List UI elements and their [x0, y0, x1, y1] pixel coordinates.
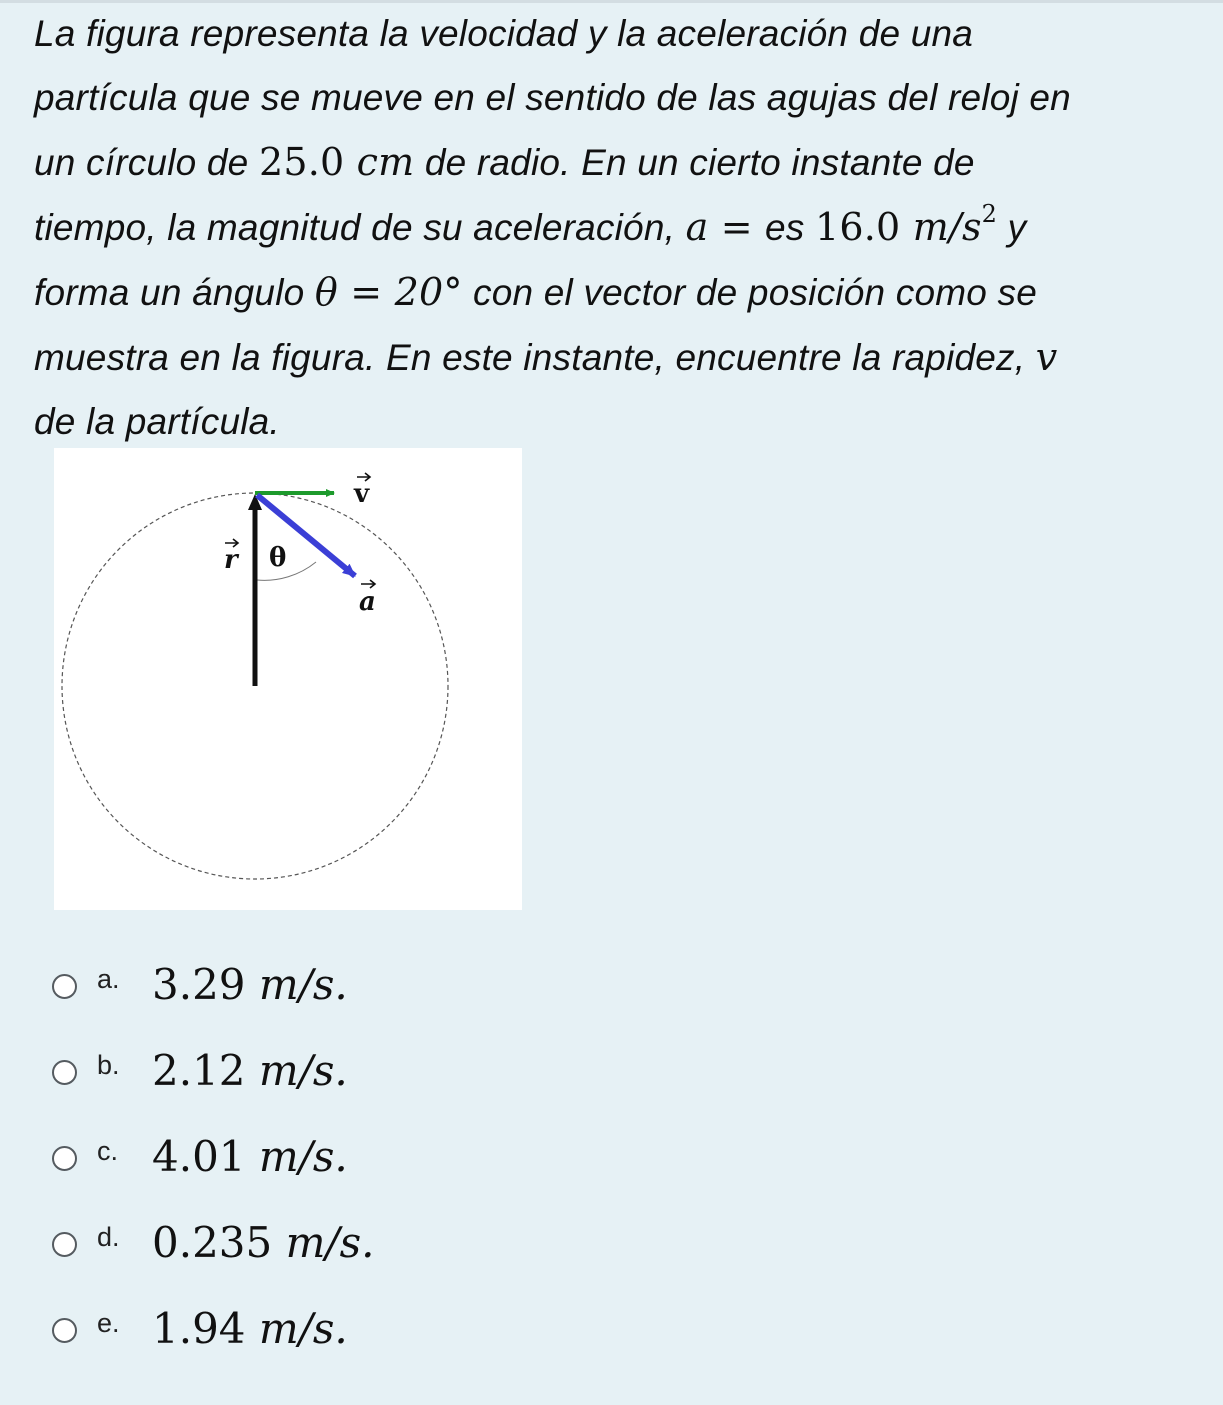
answer-options	[52, 944, 752, 1374]
option-e[interactable]	[52, 1288, 752, 1374]
question-line-7: de la partícula.	[34, 401, 280, 442]
radio-button[interactable]	[52, 1318, 77, 1343]
circular-motion-figure	[54, 448, 522, 910]
question-line-2: partícula que se mueve en el sentido de las agujas del reloj en	[34, 77, 1071, 118]
theta-label: θ	[269, 543, 287, 573]
question-line-3	[34, 130, 1209, 195]
angle-number: 20°	[394, 270, 463, 314]
radius-unit: cm	[356, 140, 415, 184]
option-unit: m/s.	[258, 1132, 348, 1181]
radius-number: 25.0	[258, 140, 345, 184]
velocity-label-text: v	[354, 479, 370, 509]
speed-variable: v	[1035, 335, 1058, 379]
acceleration-unit: m/s	[912, 205, 982, 249]
question-text-fragment: forma un ángulo	[34, 272, 315, 313]
question-text-fragment: tiempo, la magnitud de su aceleración,	[34, 207, 686, 248]
equals-sign: =	[708, 205, 766, 249]
option-letter: b.	[97, 1050, 120, 1080]
position-label	[224, 539, 240, 575]
angle-arc	[257, 562, 316, 580]
option-c[interactable]	[52, 1116, 752, 1202]
option-value: 4.01	[152, 1132, 246, 1181]
option-unit: m/s.	[285, 1218, 375, 1267]
option-value: 0.235	[152, 1218, 273, 1267]
option-b[interactable]	[52, 1030, 752, 1116]
acceleration-label	[359, 580, 376, 617]
option-value: 3.29	[152, 960, 246, 1009]
acceleration-variable: a	[685, 205, 709, 249]
option-unit: m/s.	[258, 960, 348, 1009]
option-letter: c.	[97, 1136, 119, 1166]
option-answer	[152, 1304, 348, 1353]
question-line-5	[34, 260, 1209, 325]
velocity-label	[353, 473, 370, 509]
radius-value	[259, 140, 414, 184]
angle-variable: θ	[314, 270, 338, 314]
question-text-fragment: es	[765, 207, 815, 248]
option-d[interactable]	[52, 1202, 752, 1288]
option-letter: e.	[97, 1308, 120, 1338]
question-text-fragment: con el vector de posición como se	[462, 272, 1037, 313]
question-line-4	[34, 195, 1209, 260]
option-answer	[152, 960, 348, 1009]
question-text-fragment: un círculo de	[34, 142, 259, 183]
angle-value	[315, 270, 463, 314]
option-value: 1.94	[152, 1304, 246, 1353]
acceleration-value	[815, 200, 998, 249]
question-text-fragment: de radio. En un cierto instante de	[414, 142, 975, 183]
option-a[interactable]	[52, 944, 752, 1030]
question-text-fragment: y	[997, 207, 1027, 248]
acceleration-exponent: 2	[981, 200, 998, 228]
radio-button[interactable]	[52, 1232, 77, 1257]
radio-button[interactable]	[52, 1060, 77, 1085]
equals-sign: =	[337, 270, 395, 314]
radio-button[interactable]	[52, 974, 77, 999]
option-letter: a.	[97, 964, 120, 994]
acceleration-number: 16.0	[815, 205, 901, 249]
position-label-text: r	[224, 545, 238, 575]
question-line-1: La figura representa la velocidad y la aceleración de una	[34, 13, 974, 54]
figure-canvas	[54, 448, 522, 910]
question-text	[34, 2, 1209, 454]
radio-button[interactable]	[52, 1146, 77, 1171]
option-answer	[152, 1046, 348, 1095]
acceleration-symbol	[686, 205, 765, 249]
option-answer	[152, 1218, 375, 1267]
option-unit: m/s.	[258, 1046, 348, 1095]
question-text-fragment: muestra en la figura. En este instante, encuentre la rapidez,	[34, 337, 1036, 378]
option-letter: d.	[97, 1222, 120, 1252]
question-line-6	[34, 325, 1209, 390]
option-answer	[152, 1132, 348, 1181]
acceleration-label-text: a	[359, 587, 376, 617]
option-value: 2.12	[152, 1046, 246, 1095]
option-unit: m/s.	[258, 1304, 348, 1353]
